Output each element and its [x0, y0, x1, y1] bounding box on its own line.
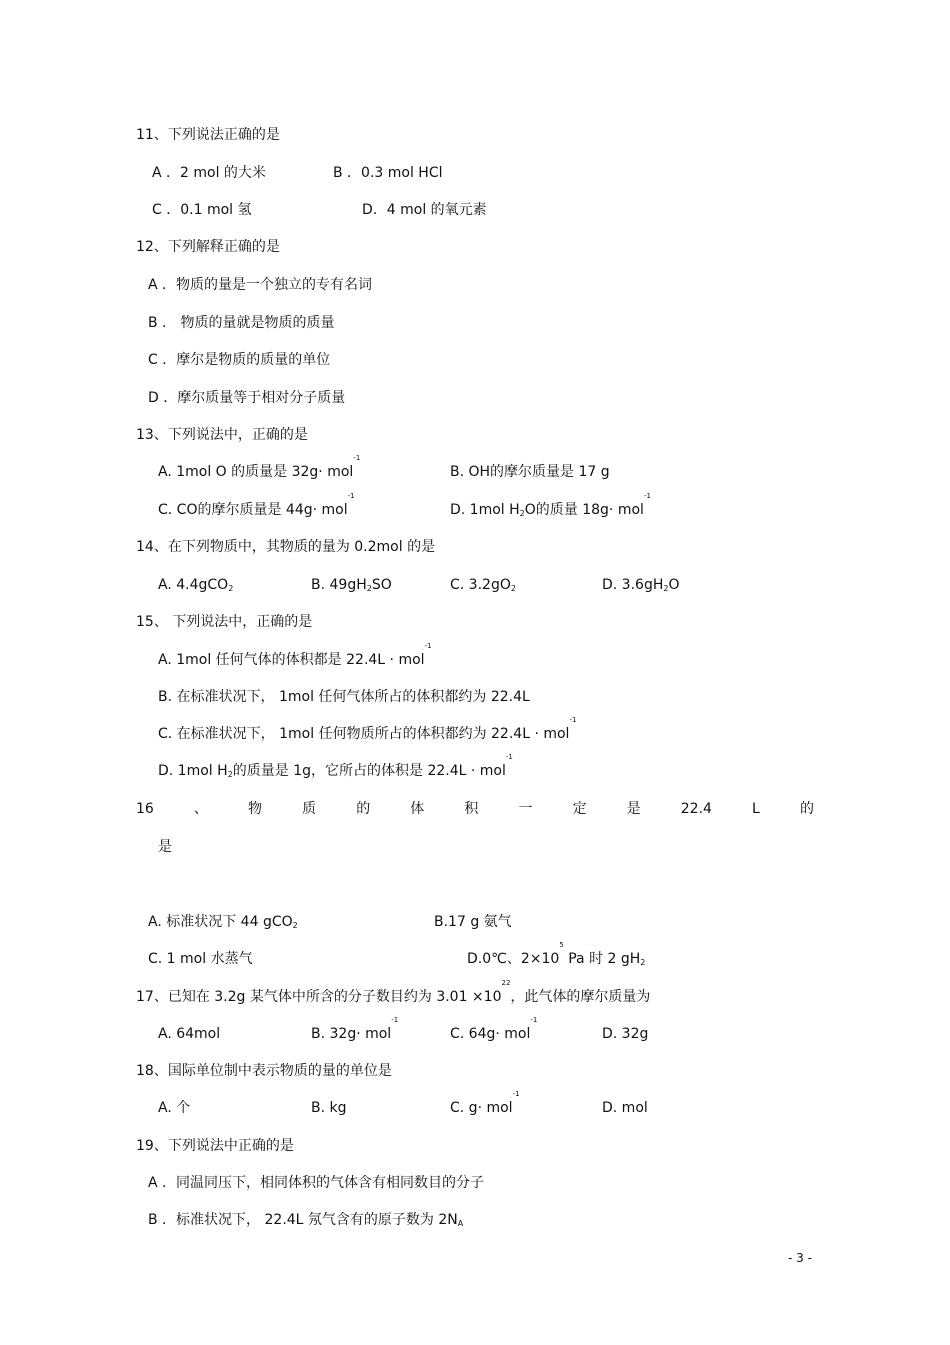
q15-c-text: C. 在标准状况下， 1mol 任何物质所占的体积都约为 22.4L · mol: [158, 726, 570, 742]
q14-option-d: [602, 576, 679, 594]
q18-stem: 18、国际单位制中表示物质的量的单位是: [136, 1063, 392, 1079]
q16-option-c: C. 1 mol 水蒸气: [148, 951, 253, 967]
q17-option-d: D. 32g: [602, 1026, 649, 1042]
q15-option-a: [158, 642, 432, 669]
q16-stem-part: 一: [518, 801, 533, 817]
q17-stem-text: 17、已知在 3.2g 某气体中所含的分子数目约为 3.01 ×10: [136, 989, 502, 1005]
q17-b-exponent: -1: [391, 1016, 399, 1024]
q17-c-text: C. 64g· mol: [450, 1026, 531, 1042]
q16-stem-part: 的: [356, 801, 371, 817]
q13-c-exponent: -1: [347, 492, 355, 500]
q14-a-subscript: 2: [228, 584, 234, 593]
q16-stem: [136, 800, 814, 818]
q14-option-b: [311, 576, 392, 594]
q15-option-b: B. 在标准状况下， 1mol 任何气体所占的体积都约为 22.4L: [158, 689, 530, 705]
q16-option-d: [467, 941, 646, 968]
q14-b-text-tail: SO: [371, 577, 392, 593]
q16-stem-part: 定: [572, 801, 587, 817]
q15-a-exponent: -1: [424, 642, 432, 650]
q14-d-text: D. 3.6gH: [602, 577, 664, 593]
q13-d-text: D. 1mol H: [450, 502, 520, 518]
q15-d-exponent: -1: [505, 753, 513, 761]
q15-d-text-tail: 的质量是 1g，它所占的体积是 22.4L · mol: [232, 763, 506, 779]
q18-option-a: A. 个: [158, 1100, 191, 1116]
q16-d-text: D.0℃、2×10: [467, 951, 560, 967]
q19-option-a: A ．同温同压下，相同体积的气体含有相同数目的分子: [148, 1175, 485, 1191]
q13-d-exponent: -1: [643, 492, 651, 500]
q17-option-a: A. 64mol: [158, 1026, 221, 1042]
q16-option-b: B.17 g 氨气: [434, 914, 512, 930]
q14-d-text-tail: O: [668, 577, 680, 593]
q12-option-a: A ．物质的量是一个独立的专有名词: [148, 277, 373, 293]
q17-stem-exponent: 22: [501, 979, 511, 987]
q13-stem: 13、下列说法中，正确的是: [136, 427, 308, 443]
q17-b-text: B. 32g· mol: [311, 1026, 392, 1042]
q17-stem: [136, 979, 651, 1006]
q15-a-text: A. 1mol 任何气体的体积都是 22.4L · mol: [158, 652, 425, 668]
q15-c-exponent: -1: [569, 716, 577, 724]
q16-stem-part: 体: [410, 801, 425, 817]
q18-option-c: [450, 1090, 520, 1117]
q13-option-d: [450, 492, 651, 519]
q16-stem-part: 是: [626, 801, 641, 817]
q16-stem-part: 积: [464, 801, 479, 817]
q13-d-text-tail: O的质量 18g· mol: [524, 502, 644, 518]
q13-a-text: A. 1mol O 的质量是 32g· mol: [158, 464, 354, 480]
q13-option-b: B. OH的摩尔质量是 17 g: [450, 464, 610, 480]
q15-d-subscript: 2: [227, 770, 233, 779]
q13-option-c: [158, 492, 355, 519]
q17-stem-text-tail: ，此气体的摩尔质量为: [510, 989, 651, 1005]
q14-option-c: [450, 576, 516, 594]
q13-d-subscript: 2: [519, 509, 525, 518]
q18-option-b: B. kg: [311, 1100, 347, 1116]
q16-stem-part: 物: [248, 801, 263, 817]
q13-option-a: [158, 454, 361, 481]
q19-b-text: B ．标准状况下， 22.4L 氖气含有的原子数为 2N: [148, 1212, 458, 1228]
q16-stem-part: L: [752, 801, 760, 817]
q17-option-c: [450, 1016, 538, 1043]
q11-option-a: A ．2 mol 的大米: [152, 165, 266, 181]
page-number: - 3 -: [788, 1251, 812, 1265]
q14-d-subscript: 2: [663, 584, 669, 593]
q11-option-b: B ．0.3 mol HCl: [333, 165, 443, 181]
q12-option-d: D ．摩尔质量等于相对分子质量: [148, 390, 346, 406]
q17-c-exponent: -1: [530, 1016, 538, 1024]
q19-b-subscript: A: [457, 1219, 464, 1228]
q18-c-exponent: -1: [512, 1090, 520, 1098]
q14-a-text: A. 4.4gCO: [158, 577, 229, 593]
q11-option-c: C ．0.1 mol 氢: [152, 202, 252, 218]
q14-stem: 14、在下列物质中，其物质的量为 0.2mol 的是: [136, 539, 436, 555]
q19-option-b: [148, 1211, 463, 1229]
q16-stem-tail: 是: [158, 839, 172, 855]
q16-a-subscript: 2: [292, 921, 298, 930]
q16-option-a: [148, 913, 298, 931]
q16-stem-part: 的: [799, 801, 814, 817]
q11-stem: 11、下列说法正确的是: [136, 127, 280, 143]
q16-d-subscript: 2: [640, 958, 646, 967]
q13-a-exponent: -1: [353, 454, 361, 462]
q16-stem-part: 、: [193, 801, 208, 817]
q16-stem-part: 22.4: [680, 801, 712, 817]
q16-d-text-mid: Pa 时 2 gH: [563, 951, 641, 967]
q18-option-d: D. mol: [602, 1100, 648, 1116]
q16-d-exponent: 5: [559, 941, 564, 949]
q11-option-d: D．4 mol 的氧元素: [362, 202, 487, 218]
q18-c-text: C. g· mol: [450, 1100, 513, 1116]
q12-stem: 12、下列解释正确的是: [136, 239, 280, 255]
q14-c-subscript: 2: [510, 584, 516, 593]
q15-stem: 15、 下列说法中，正确的是: [136, 614, 313, 630]
q15-option-c: [158, 716, 577, 743]
q12-option-c: C ．摩尔是物质的质量的单位: [148, 352, 331, 368]
q13-c-text: C. CO的摩尔质量是 44g· mol: [158, 502, 348, 518]
q16-stem-part: 质: [302, 801, 317, 817]
q14-c-text: C. 3.2gO: [450, 577, 511, 593]
q14-b-text: B. 49gH: [311, 577, 367, 593]
q14-b-subscript: 2: [366, 584, 372, 593]
q19-stem: 19、下列说法中正确的是: [136, 1138, 294, 1154]
q14-option-a: [158, 576, 233, 594]
q16-a-text: A. 标准状况下 44 gCO: [148, 914, 293, 930]
q17-option-b: [311, 1016, 399, 1043]
q15-option-d: [158, 753, 513, 780]
q15-d-text: D. 1mol H: [158, 763, 228, 779]
q12-option-b: B ． 物质的量就是物质的质量: [148, 315, 335, 331]
q16-stem-part: 16: [136, 801, 154, 817]
